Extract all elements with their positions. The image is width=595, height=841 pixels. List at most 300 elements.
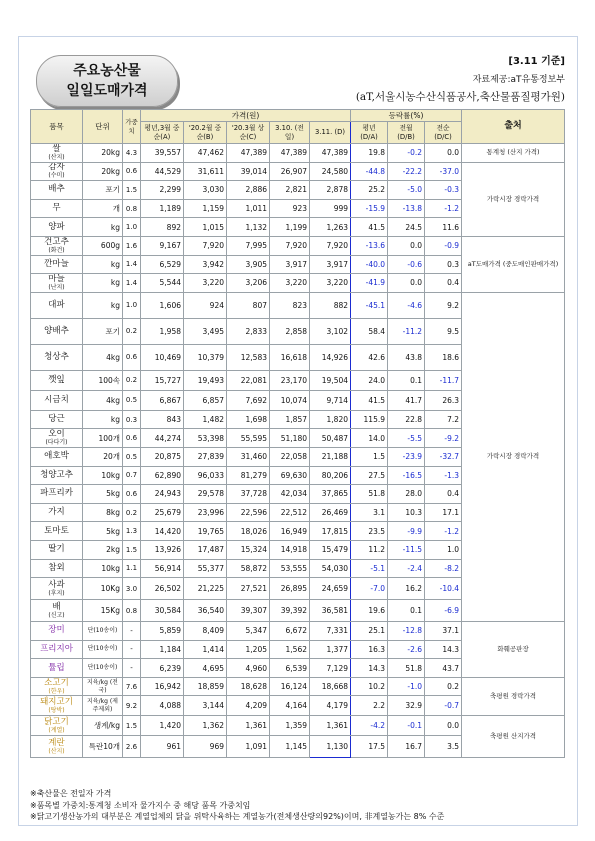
price-table — [30, 109, 565, 758]
title-line-1: 주요농산물 — [73, 63, 141, 79]
table-row — [31, 144, 565, 163]
item-name: 건고추 (화건) — [31, 236, 83, 255]
price-cell: 5,544 — [141, 274, 184, 293]
rate-cell: 58.4 — [351, 318, 388, 344]
price-cell: 23,996 — [184, 503, 227, 522]
price-cell: 6,539 — [270, 659, 310, 678]
price-today: 21,188 — [310, 447, 351, 466]
price-cell: 10,379 — [184, 344, 227, 370]
header-price-d: 3.11. (D) — [310, 122, 351, 144]
item-unit: 5kg — [83, 522, 123, 541]
item-name: 쌀 (산지) — [31, 144, 83, 163]
rate-cell: 51.8 — [388, 659, 425, 678]
rate-cell: -0.6 — [388, 255, 425, 274]
table-row — [31, 622, 565, 641]
rate-cell: 0.0 — [388, 274, 425, 293]
rate-cell: -5.1 — [351, 559, 388, 578]
price-cell: 1,189 — [141, 199, 184, 218]
price-cell: 1,606 — [141, 292, 184, 318]
price-cell: 1,184 — [141, 640, 184, 659]
price-cell: 1,145 — [270, 736, 310, 758]
header-unit: 단위 — [83, 110, 123, 144]
rate-cell: 43.8 — [388, 344, 425, 370]
rate-cell: -1.3 — [425, 466, 462, 485]
price-cell: 22,081 — [227, 370, 270, 390]
item-weight: 1.0 — [123, 218, 141, 237]
rate-cell: 10.3 — [388, 503, 425, 522]
price-cell: 4,209 — [227, 696, 270, 716]
price-cell: 16,618 — [270, 344, 310, 370]
price-cell: 16,949 — [270, 522, 310, 541]
rate-cell: 24.0 — [351, 370, 388, 390]
item-name: 소고기 (한우) — [31, 677, 83, 696]
header-price: 가격(원) — [141, 110, 351, 122]
table-row — [31, 292, 565, 318]
item-unit: 개 — [83, 199, 123, 218]
price-today: 999 — [310, 199, 351, 218]
source-cell: aT도매가격 (중도매인판매가격) — [462, 236, 565, 292]
rate-cell: 41.5 — [351, 218, 388, 237]
rate-cell: 16.2 — [388, 578, 425, 600]
price-cell: 961 — [141, 736, 184, 758]
item-weight: 0.6 — [123, 485, 141, 504]
item-weight: 1.5 — [123, 716, 141, 736]
price-cell: 1,482 — [184, 410, 227, 429]
price-cell: 843 — [141, 410, 184, 429]
rate-cell: 11.6 — [425, 218, 462, 237]
price-cell: 81,279 — [227, 466, 270, 485]
source-cell: 화훼공판장 — [462, 622, 565, 678]
rate-cell: 41.7 — [388, 390, 425, 410]
rate-cell: 51.8 — [351, 485, 388, 504]
item-unit: 단(10송이) — [83, 640, 123, 659]
footnote: ※품목별 가중치:통계청 소비자 물가지수 중 해당 품목 가중치임 — [30, 800, 251, 810]
price-cell: 2,858 — [270, 318, 310, 344]
price-cell: 30,584 — [141, 600, 184, 622]
price-today: 1,377 — [310, 640, 351, 659]
price-cell: 36,540 — [184, 600, 227, 622]
price-cell: 22,058 — [270, 447, 310, 466]
rate-cell: -0.9 — [425, 236, 462, 255]
item-unit: 8kg — [83, 503, 123, 522]
rate-cell: -0.7 — [425, 696, 462, 716]
price-cell: 39,557 — [141, 144, 184, 163]
rate-cell: -44.8 — [351, 162, 388, 181]
item-name: 깐마늘 — [31, 255, 83, 274]
price-cell: 19,765 — [184, 522, 227, 541]
price-cell: 924 — [184, 292, 227, 318]
source-cell: 통계청 (산지 가격) — [462, 144, 565, 163]
price-cell: 892 — [141, 218, 184, 237]
rate-cell: 0.0 — [425, 716, 462, 736]
price-cell: 53,555 — [270, 559, 310, 578]
item-weight: 1.5 — [123, 181, 141, 200]
item-unit: 4kg — [83, 390, 123, 410]
rate-cell: 0.0 — [388, 236, 425, 255]
price-cell: 42,034 — [270, 485, 310, 504]
rate-cell: -2.4 — [388, 559, 425, 578]
rate-cell: -37.0 — [425, 162, 462, 181]
item-name: 닭고기 (계열) — [31, 716, 83, 736]
price-cell: 16,124 — [270, 677, 310, 696]
item-unit: 단(10송이) — [83, 659, 123, 678]
item-weight: 0.6 — [123, 429, 141, 448]
header-price-prev: 3.10. (전일) — [270, 122, 310, 144]
item-unit: 10kg — [83, 559, 123, 578]
rate-cell: 115.9 — [351, 410, 388, 429]
price-cell: 12,583 — [227, 344, 270, 370]
source-cell: 가락시장 경락가격 — [462, 292, 565, 621]
price-cell: 17,487 — [184, 540, 227, 559]
price-today: 37,865 — [310, 485, 351, 504]
price-cell: 1,362 — [184, 716, 227, 736]
item-unit: kg — [83, 218, 123, 237]
price-today: 18,668 — [310, 677, 351, 696]
rate-cell: 18.6 — [425, 344, 462, 370]
footnote: ※닭고기생산농가의 대부분은 계열업체의 닭을 위탁사육하는 계열농가(전체생산량의92%)이며, 非계열농가는 8% 수준 — [30, 812, 445, 821]
item-weight: 0.6 — [123, 344, 141, 370]
rate-cell: 3.1 — [351, 503, 388, 522]
price-cell: 3,220 — [184, 274, 227, 293]
item-weight: 3.0 — [123, 578, 141, 600]
price-today: 24,580 — [310, 162, 351, 181]
price-cell: 3,206 — [227, 274, 270, 293]
price-today: 1,130 — [310, 736, 351, 758]
rate-cell: 0.1 — [388, 370, 425, 390]
item-weight: 9.2 — [123, 696, 141, 716]
price-today: 15,479 — [310, 540, 351, 559]
price-cell: 807 — [227, 292, 270, 318]
item-name: 사과 (후지) — [31, 578, 83, 600]
price-cell: 3,495 — [184, 318, 227, 344]
rate-cell: 22.8 — [388, 410, 425, 429]
item-weight: 1.0 — [123, 292, 141, 318]
price-cell: 19,493 — [184, 370, 227, 390]
footnote: ※축산물은 전일자 가격 — [30, 789, 112, 798]
price-cell: 13,926 — [141, 540, 184, 559]
price-today: 36,581 — [310, 600, 351, 622]
price-today: 54,030 — [310, 559, 351, 578]
price-cell: 96,033 — [184, 466, 227, 485]
price-cell: 58,872 — [227, 559, 270, 578]
price-cell: 18,859 — [184, 677, 227, 696]
price-cell: 47,389 — [227, 144, 270, 163]
price-cell: 14,420 — [141, 522, 184, 541]
item-weight: 1.4 — [123, 274, 141, 293]
price-cell: 1,015 — [184, 218, 227, 237]
item-name: 양파 — [31, 218, 83, 237]
item-weight: 0.6 — [123, 162, 141, 181]
price-cell: 2,821 — [270, 181, 310, 200]
price-cell: 6,239 — [141, 659, 184, 678]
price-cell: 8,409 — [184, 622, 227, 641]
price-cell: 15,727 — [141, 370, 184, 390]
source-organizations: (aT,서울시농수산식품공사,축산물품질평가원) — [355, 91, 565, 103]
price-cell: 1,091 — [227, 736, 270, 758]
rate-cell: 0.1 — [388, 600, 425, 622]
item-unit: 특란10개 — [83, 736, 123, 758]
item-unit: 10Kg — [83, 578, 123, 600]
rate-cell: 1.5 — [351, 447, 388, 466]
item-name: 계란 (산지) — [31, 736, 83, 758]
rate-cell: 14.0 — [351, 429, 388, 448]
rate-cell: -0.3 — [425, 181, 462, 200]
rate-cell: -1.2 — [425, 199, 462, 218]
item-name: 파프리카 — [31, 485, 83, 504]
header-item: 품목 — [31, 110, 83, 144]
price-cell: 1,361 — [227, 716, 270, 736]
item-weight: - — [123, 622, 141, 641]
price-cell: 22,512 — [270, 503, 310, 522]
rate-cell: -13.8 — [388, 199, 425, 218]
price-cell: 44,274 — [141, 429, 184, 448]
item-unit: 20개 — [83, 447, 123, 466]
item-unit: 포기 — [83, 318, 123, 344]
item-unit: 600g — [83, 236, 123, 255]
item-unit: 단(10송이) — [83, 622, 123, 641]
item-name: 감자 (수미) — [31, 162, 83, 181]
rate-cell: 16.3 — [351, 640, 388, 659]
item-weight: - — [123, 659, 141, 678]
price-cell: 39,014 — [227, 162, 270, 181]
price-cell: 2,833 — [227, 318, 270, 344]
rate-cell: -9.2 — [425, 429, 462, 448]
rate-cell: -5.5 — [388, 429, 425, 448]
rate-cell: -13.6 — [351, 236, 388, 255]
header-weight: 가중치 — [123, 110, 141, 144]
source-cell: 가락시장 경락가격 — [462, 162, 565, 236]
price-cell: 2,299 — [141, 181, 184, 200]
rate-cell: -1.2 — [425, 522, 462, 541]
item-weight: 0.8 — [123, 600, 141, 622]
item-name: 깻잎 — [31, 370, 83, 390]
item-unit: 생계/kg — [83, 716, 123, 736]
source-cell: 축평원 경락가격 — [462, 677, 565, 716]
rate-cell: -15.9 — [351, 199, 388, 218]
price-today: 26,469 — [310, 503, 351, 522]
header-price-a: 평년,3월 중순(A) — [141, 122, 184, 144]
item-unit: kg — [83, 410, 123, 429]
rate-cell: -32.7 — [425, 447, 462, 466]
rate-cell: 9.2 — [425, 292, 462, 318]
rate-cell: 0.2 — [425, 677, 462, 696]
price-cell: 20,875 — [141, 447, 184, 466]
price-cell: 3,144 — [184, 696, 227, 716]
price-today: 3,917 — [310, 255, 351, 274]
price-cell: 1,958 — [141, 318, 184, 344]
price-today: 2,878 — [310, 181, 351, 200]
price-rows — [31, 144, 565, 758]
price-cell: 55,377 — [184, 559, 227, 578]
price-cell: 1,420 — [141, 716, 184, 736]
rate-cell: -9.9 — [388, 522, 425, 541]
rate-cell: 9.5 — [425, 318, 462, 344]
price-cell: 5,859 — [141, 622, 184, 641]
price-today: 3,102 — [310, 318, 351, 344]
item-unit: 포기 — [83, 181, 123, 200]
price-cell: 3,220 — [270, 274, 310, 293]
price-cell: 1,011 — [227, 199, 270, 218]
rate-cell: 25.2 — [351, 181, 388, 200]
price-cell: 4,164 — [270, 696, 310, 716]
price-today: 80,206 — [310, 466, 351, 485]
price-today: 882 — [310, 292, 351, 318]
price-cell: 4,960 — [227, 659, 270, 678]
rate-cell: 23.5 — [351, 522, 388, 541]
price-cell: 15,324 — [227, 540, 270, 559]
price-today: 14,926 — [310, 344, 351, 370]
item-name: 참외 — [31, 559, 83, 578]
item-name: 오이 (다다기) — [31, 429, 83, 448]
item-unit: 20kg — [83, 144, 123, 163]
source-label: 자료제공:aT유통정보부 — [472, 75, 565, 85]
rate-cell: 26.3 — [425, 390, 462, 410]
price-today: 4,179 — [310, 696, 351, 716]
price-cell: 9,167 — [141, 236, 184, 255]
rate-cell: -11.7 — [425, 370, 462, 390]
rate-cell: -4.6 — [388, 292, 425, 318]
rate-cell: 24.5 — [388, 218, 425, 237]
rate-cell: -40.0 — [351, 255, 388, 274]
item-name: 애호박 — [31, 447, 83, 466]
rate-cell: -8.2 — [425, 559, 462, 578]
item-weight: 0.3 — [123, 410, 141, 429]
footnotes — [30, 788, 444, 823]
item-name: 가지 — [31, 503, 83, 522]
source-cell: 축평원 산지가격 — [462, 716, 565, 758]
item-unit: 100개 — [83, 429, 123, 448]
rate-cell: -0.2 — [388, 144, 425, 163]
price-cell: 7,692 — [227, 390, 270, 410]
item-unit: 20kg — [83, 162, 123, 181]
price-cell: 16,942 — [141, 677, 184, 696]
rate-cell: 27.5 — [351, 466, 388, 485]
item-unit: kg — [83, 292, 123, 318]
price-cell: 47,389 — [270, 144, 310, 163]
price-cell: 3,917 — [270, 255, 310, 274]
rate-cell: 42.6 — [351, 344, 388, 370]
price-cell: 1,414 — [184, 640, 227, 659]
price-cell: 27,521 — [227, 578, 270, 600]
rate-cell: 28.0 — [388, 485, 425, 504]
header-rate-db: 전월 (D/B) — [388, 122, 425, 144]
price-cell: 1,199 — [270, 218, 310, 237]
price-cell: 1,159 — [184, 199, 227, 218]
item-unit: kg — [83, 255, 123, 274]
item-weight: 1.3 — [123, 522, 141, 541]
item-weight: 2.6 — [123, 736, 141, 758]
item-unit: 5kg — [83, 485, 123, 504]
price-cell: 1,205 — [227, 640, 270, 659]
price-cell: 18,628 — [227, 677, 270, 696]
item-name: 딸기 — [31, 540, 83, 559]
rate-cell: -22.2 — [388, 162, 425, 181]
title-line-2: 일일도매가격 — [66, 83, 148, 99]
price-today: 24,659 — [310, 578, 351, 600]
rate-cell: 17.5 — [351, 736, 388, 758]
item-weight: 0.8 — [123, 199, 141, 218]
price-cell: 969 — [184, 736, 227, 758]
price-cell: 4,695 — [184, 659, 227, 678]
header-price-c: '20.3월 상순(C) — [227, 122, 270, 144]
price-cell: 56,914 — [141, 559, 184, 578]
item-weight: - — [123, 640, 141, 659]
price-cell: 39,392 — [270, 600, 310, 622]
table-row — [31, 162, 565, 181]
item-name: 토마토 — [31, 522, 83, 541]
price-cell: 3,942 — [184, 255, 227, 274]
price-cell: 10,074 — [270, 390, 310, 410]
price-cell: 823 — [270, 292, 310, 318]
item-name: 무 — [31, 199, 83, 218]
rate-cell: -5.0 — [388, 181, 425, 200]
rate-cell: -6.9 — [425, 600, 462, 622]
price-cell: 2,886 — [227, 181, 270, 200]
price-cell: 1,132 — [227, 218, 270, 237]
item-weight: 1.6 — [123, 236, 141, 255]
rate-cell: 1.0 — [425, 540, 462, 559]
price-today: 19,504 — [310, 370, 351, 390]
item-name: 시금치 — [31, 390, 83, 410]
item-name: 양배추 — [31, 318, 83, 344]
price-today: 17,815 — [310, 522, 351, 541]
rate-cell: 43.7 — [425, 659, 462, 678]
item-unit: 4kg — [83, 344, 123, 370]
rate-cell: 3.5 — [425, 736, 462, 758]
price-cell: 7,920 — [184, 236, 227, 255]
price-cell: 14,918 — [270, 540, 310, 559]
rate-cell: 16.7 — [388, 736, 425, 758]
rate-cell: 41.5 — [351, 390, 388, 410]
item-name: 튤립 — [31, 659, 83, 678]
price-cell: 6,529 — [141, 255, 184, 274]
price-cell: 62,890 — [141, 466, 184, 485]
item-weight: 0.5 — [123, 390, 141, 410]
item-weight: 1.4 — [123, 255, 141, 274]
price-cell: 18,026 — [227, 522, 270, 541]
report-date: [3.11 기준] — [508, 56, 565, 67]
item-name: 배 (신고) — [31, 600, 83, 622]
item-weight: 7.6 — [123, 677, 141, 696]
item-unit: 지육/kg (전국) — [83, 677, 123, 696]
item-weight: 0.2 — [123, 370, 141, 390]
price-today: 47,389 — [310, 144, 351, 163]
price-cell: 26,895 — [270, 578, 310, 600]
rate-cell: 7.2 — [425, 410, 462, 429]
price-today: 1,820 — [310, 410, 351, 429]
price-cell: 5,347 — [227, 622, 270, 641]
item-name: 돼지고기 (탕박) — [31, 696, 83, 716]
rate-cell: -45.1 — [351, 292, 388, 318]
item-name: 대파 — [31, 292, 83, 318]
price-today: 50,487 — [310, 429, 351, 448]
price-cell: 6,672 — [270, 622, 310, 641]
rate-cell: -16.5 — [388, 466, 425, 485]
item-name: 당근 — [31, 410, 83, 429]
price-cell: 69,630 — [270, 466, 310, 485]
item-unit: 2kg — [83, 540, 123, 559]
price-today: 7,129 — [310, 659, 351, 678]
price-cell: 10,469 — [141, 344, 184, 370]
rate-cell: -12.8 — [388, 622, 425, 641]
price-cell: 6,857 — [184, 390, 227, 410]
rate-cell: -2.6 — [388, 640, 425, 659]
price-cell: 7,920 — [270, 236, 310, 255]
price-cell: 31,611 — [184, 162, 227, 181]
header-rate: 등락률(%) — [351, 110, 462, 122]
price-today: 9,714 — [310, 390, 351, 410]
price-cell: 22,596 — [227, 503, 270, 522]
